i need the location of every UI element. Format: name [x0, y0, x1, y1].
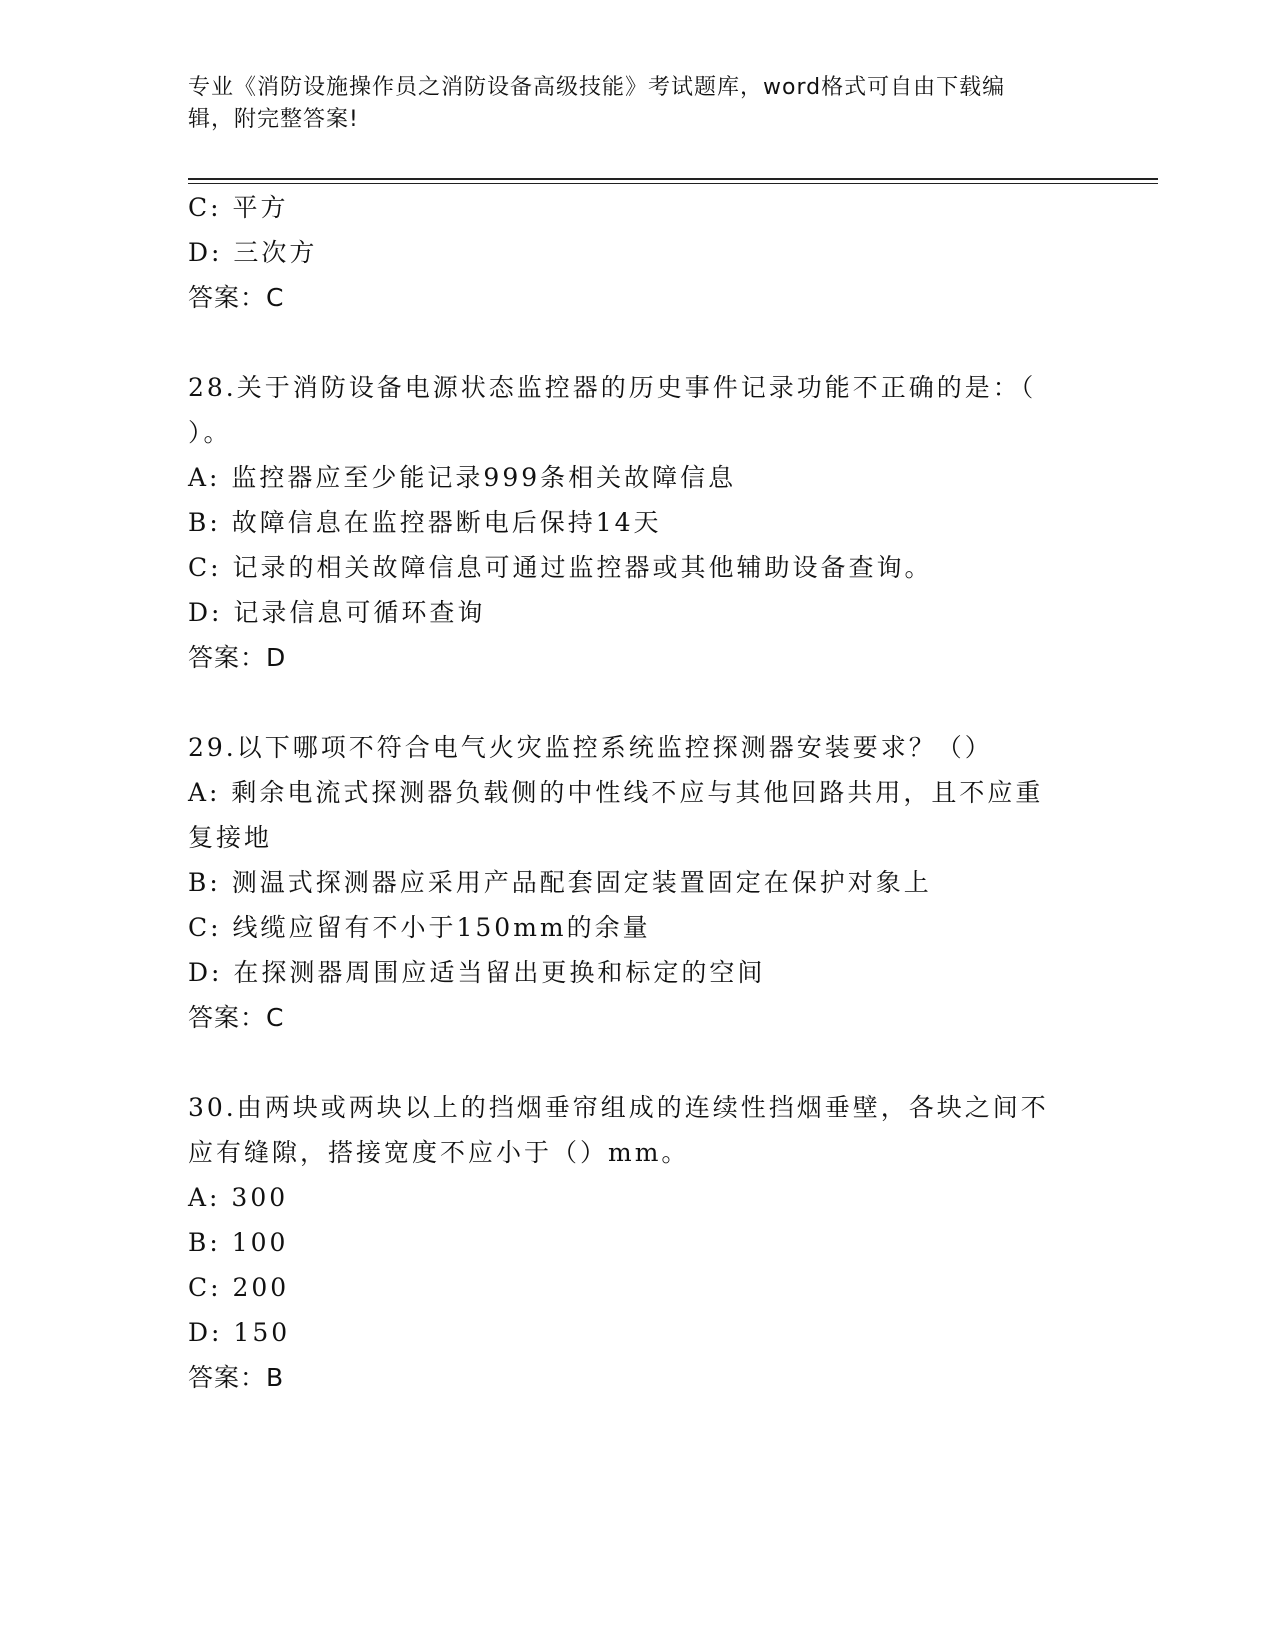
q30-stem-line-1: 30.由两块或两块以上的挡烟垂帘组成的连续性挡烟垂壁，各块之间不: [188, 1093, 1049, 1122]
q28-stem-line-2: ）。: [188, 418, 232, 447]
q30-option-c: C: 200: [188, 1273, 290, 1302]
header-line-1: 专业《消防设施操作员之消防设备高级技能》考试题库，word格式可自由下载编: [188, 75, 1006, 100]
q28-stem-line-1: 28.关于消防设备电源状态监控器的历史事件记录功能不正确的是：（: [188, 373, 1037, 402]
q29-option-a-line-1: A: 剩余电流式探测器负载侧的中性线不应与其他回路共用，且不应重: [188, 778, 1044, 807]
q28-option-b: B: 故障信息在监控器断电后保持14天: [188, 508, 662, 537]
q30-option-b: B: 100: [188, 1228, 289, 1257]
q29-option-a-line-2: 复接地: [188, 823, 273, 852]
q28-option-c: C: 记录的相关故障信息可通过监控器或其他辅助设备查询。: [188, 553, 933, 582]
q30-option-a: A: 300: [188, 1183, 289, 1212]
q29-option-b: B: 测温式探测器应采用产品配套固定装置固定在保护对象上: [188, 868, 932, 897]
q30-answer: 答案：B: [188, 1363, 285, 1392]
q27-answer: 答案：C: [188, 283, 285, 312]
q30-option-d: D: 150: [188, 1318, 291, 1347]
header-divider-thick: [188, 178, 1158, 180]
q29-option-d: D: 在探测器周围应适当留出更换和标定的空间: [188, 958, 766, 987]
header-line-2: 辑，附完整答案!: [188, 107, 359, 132]
q27-option-c: C: 平方: [188, 193, 289, 222]
q28-answer: 答案：D: [188, 643, 287, 672]
q29-option-c: C: 线缆应留有不小于150mm的余量: [188, 913, 651, 942]
q27-option-d: D: 三次方: [188, 238, 318, 267]
q29-answer: 答案：C: [188, 1003, 285, 1032]
q28-option-d: D: 记录信息可循环查询: [188, 598, 486, 627]
page-header: [188, 72, 1068, 136]
q30-stem-line-2: 应有缝隙，搭接宽度不应小于（）mm。: [188, 1138, 690, 1167]
header-divider-thin: [188, 183, 1158, 184]
q29-stem-line-1: 29.以下哪项不符合电气火灾监控系统监控探测器安装要求？（）: [188, 733, 993, 762]
q28-option-a: A: 监控器应至少能记录999条相关故障信息: [188, 463, 737, 492]
